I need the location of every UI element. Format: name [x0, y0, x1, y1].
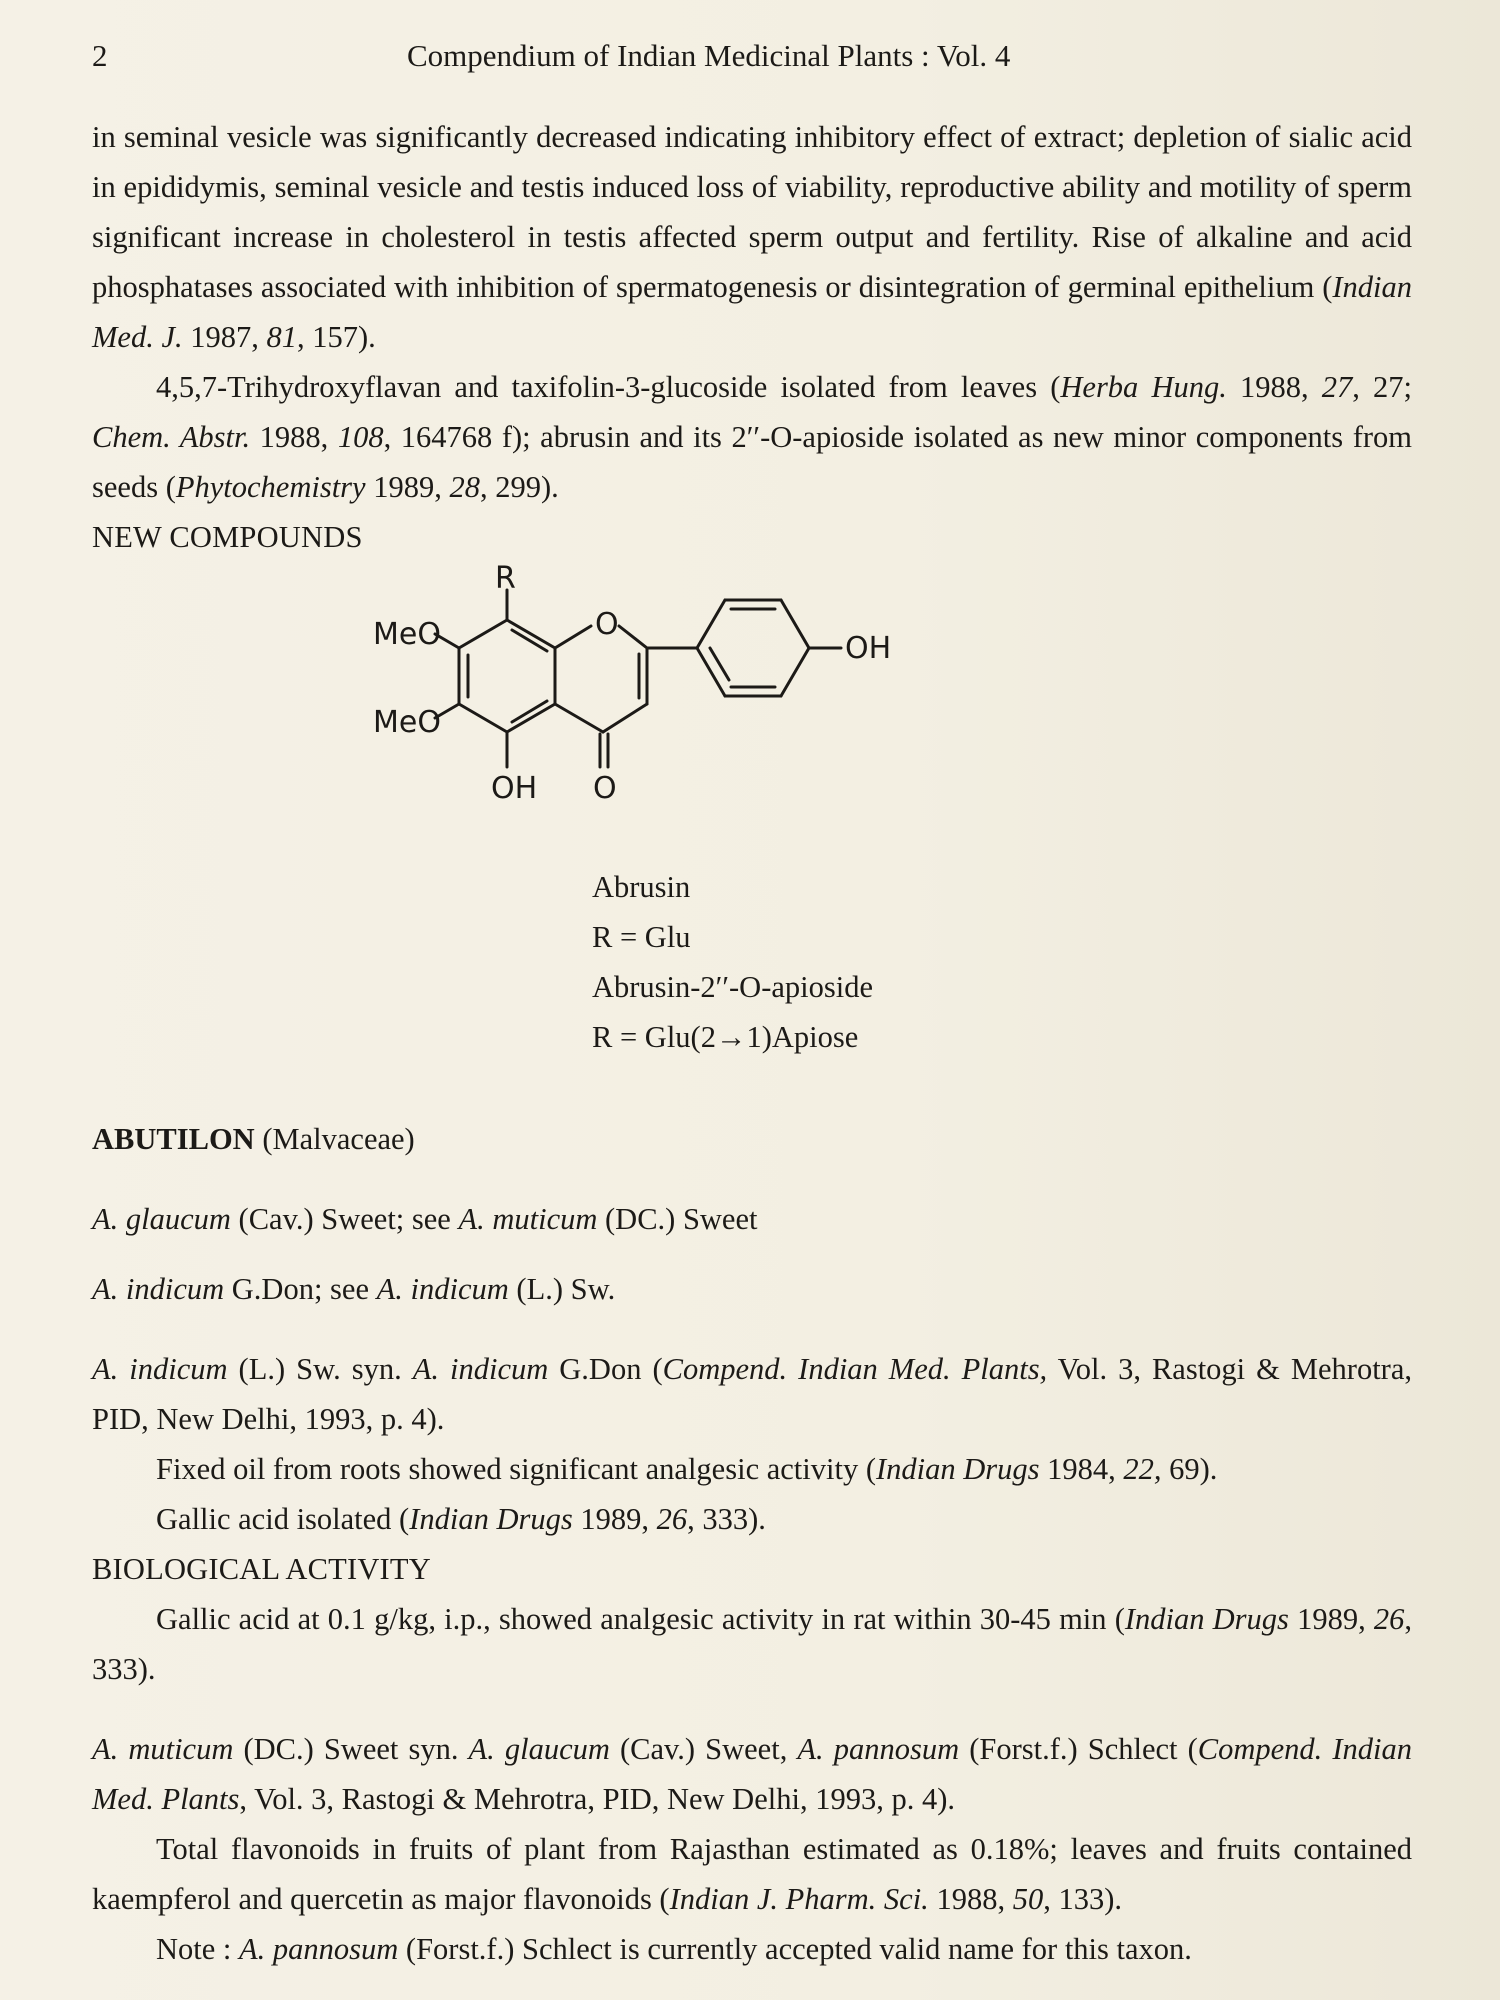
- page-body: [92, 112, 1412, 1974]
- genus-heading-abutilon: ABUTILON (Malvaceae): [92, 1122, 415, 1156]
- label-ring-oxygen: O: [595, 607, 619, 642]
- bond: [459, 620, 507, 648]
- chemical-structure-block: [92, 562, 1412, 1114]
- caption-r-glu: R = Glu: [592, 920, 691, 954]
- paragraph-fixed-oil: Fixed oil from roots showed significant analgesic activity (Indian Drugs 1984, 22, 69).: [156, 1452, 1218, 1486]
- paragraph-isolated-compounds: 4,5,7-Trihydroxyflavan and taxifolin-3-glucoside isolated from leaves (Herba Hung. 1988, 27, 27; Chem. Abstr. 1988, 108, 164768 f); abrusin and its 2′′-O-apioside isolated as new minor components from seeds (Phytochemistry 1989, 28, 299).: [92, 370, 1413, 504]
- paragraph-sperm-effects: in seminal vesicle was significantly decreased indicating inhibitory effect of extract; depletion of sialic acid in epididymis, seminal vesicle and testis induced loss of viability, reproductive ability and motility of sperm significant increase in cholesterol in testis affected sperm output and fertility. Rise of alkaline and acid phosphatases associated with inhibition of spermatogenesis or disintegration of germinal epithelium (Indian Med. J. 1987, 81, 157).: [92, 120, 1412, 354]
- heading-new-compounds: NEW COMPOUNDS: [92, 520, 363, 554]
- bond: [507, 704, 555, 732]
- bond: [781, 648, 809, 696]
- page-number: 2: [92, 38, 108, 73]
- caption-abrusin: Abrusin: [592, 870, 691, 904]
- structure-caption: [592, 862, 873, 1062]
- species-entry-muticum: A. muticum (DC.) Sweet syn. A. glaucum (Cav.) Sweet, A. pannosum (Forst.f.) Schlect (Compend. Indian Med. Plants, Vol. 3, Rastogi & Mehrotra, PID, New Delhi, 1993, p. 4).: [92, 1732, 1412, 1816]
- species-entry-indicum: A. indicum (L.) Sw. syn. A. indicum G.Don (Compend. Indian Med. Plants, Vol. 3, Rastogi & Mehrotra, PID, New Delhi, 1993, p. 4).: [92, 1352, 1412, 1436]
- running-title: Compendium of Indian Medicinal Plants : Vol. 4: [407, 38, 1011, 73]
- paragraph-analgesic-activity: Gallic acid at 0.1 g/kg, i.p., showed analgesic activity in rat within 30-45 min (Indian Drugs 1989, 26, 333).: [92, 1602, 1412, 1686]
- bond: [507, 620, 555, 648]
- caption-apioside: Abrusin-2′′-O-apioside: [592, 970, 874, 1004]
- label-r: R: [495, 562, 516, 596]
- caption-r-glu-apiose: R = Glu(2→1)Apiose: [592, 1020, 859, 1054]
- synonym-entry-glaucum: A. glaucum (Cav.) Sweet; see A. muticum (DC.) Sweet: [92, 1202, 758, 1236]
- label-meo-top: MeO: [373, 617, 441, 652]
- bond: [697, 600, 725, 648]
- paragraph-flavonoids: Total flavonoids in fruits of plant from Rajasthan estimated as 0.18%; leaves and fruits contained kaempferol and quercetin as major flavonoids (Indian J. Pharm. Sci. 1988, 50, 133).: [92, 1832, 1412, 1916]
- paragraph-note: Note : A. pannosum (Forst.f.) Schlect is currently accepted valid name for this taxon.: [156, 1932, 1192, 1966]
- label-carbonyl-oxygen: O: [593, 771, 617, 806]
- bond: [555, 626, 591, 648]
- label-oh-bottom: OH: [491, 771, 538, 806]
- bond: [459, 704, 507, 732]
- bond: [619, 626, 647, 648]
- bond: [555, 704, 603, 732]
- heading-biological-activity: BIOLOGICAL ACTIVITY: [92, 1552, 431, 1586]
- page-header: [92, 38, 1412, 78]
- paragraph-gallic-acid: Gallic acid isolated (Indian Drugs 1989, 26, 333).: [156, 1502, 766, 1536]
- synonym-entry-indicum: A. indicum G.Don; see A. indicum (L.) Sw.: [92, 1272, 616, 1306]
- bond: [781, 600, 809, 648]
- abrusin-structure-diagram: [367, 562, 927, 852]
- bond: [603, 704, 647, 732]
- label-meo-bottom: MeO: [373, 705, 441, 740]
- bond: [697, 648, 725, 696]
- label-oh-right: OH: [845, 631, 892, 666]
